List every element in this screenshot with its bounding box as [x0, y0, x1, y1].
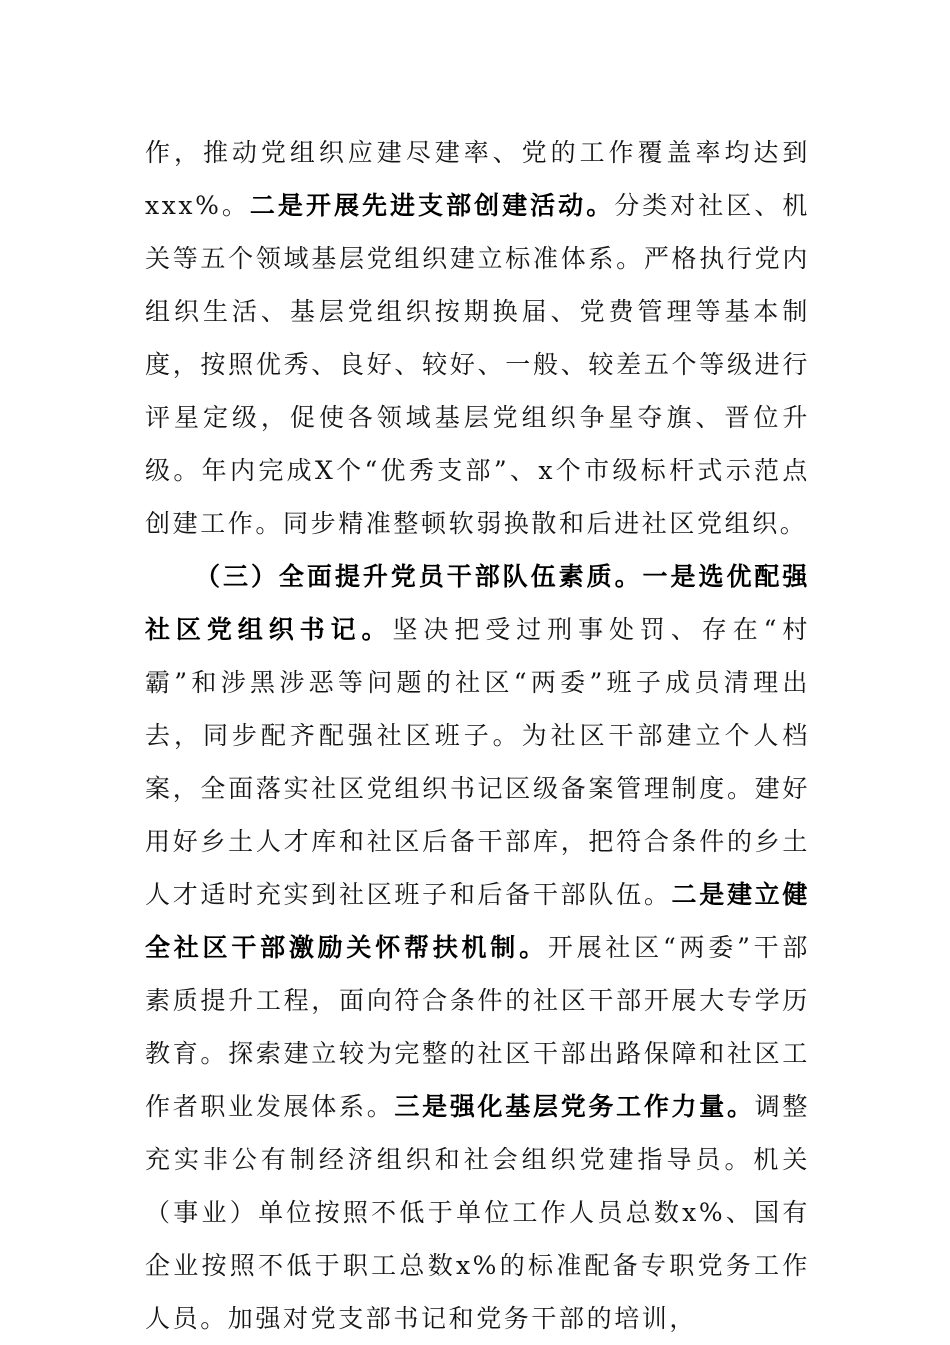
bold-heading: 二是建立健全社区干部激励关怀帮扶机制。 [145, 880, 810, 962]
paragraph-text: 分类对社区、机关等五个领域基层党组织建立标准体系。严格执行党内组织生活、基层党组织按期换届、党费管理等基本制度，按照优秀、良好、较好、一般、较差五个等级进行评星定级，促使各领域基层党组织争星夺旗、晋位升级。年内完成X个“优秀支部”、x个市级标杆式示范点创建工作。同步精准整顿软弱换散和后进社区党组织。 [145, 191, 810, 538]
bold-heading: 二是开展先进支部创建活动。 [249, 191, 615, 220]
paragraph-continued [145, 126, 810, 550]
document-body [145, 126, 810, 1345]
bold-heading: 三是强化基层党务工作力量。 [394, 1092, 755, 1121]
paragraph-text: 调整充实非公有制经济组织和社会组织党建指导员。机关（事业）单位按照不低于单位工作人员总数x%、国有企业按照不低于职工总数x%的标准配备专职党务工作人员。加强对党支部书记和党务干部的培训， [145, 1092, 810, 1333]
section-heading: （三）全面提升党员干部队伍素质。一是选优配强社区党组织书记。 [145, 562, 810, 644]
paragraph-section-3 [145, 550, 810, 1345]
paragraph-text: 作，推动党组织应建尽建率、党的工作覆盖率均达到xxx%。 [145, 138, 810, 220]
paragraph-text: 坚决把受过刑事处罚、存在“村霸”和涉黑涉恶等问题的社区“两委”班子成员清理出去，同步配齐配强社区班子。为社区干部建立个人档案，全面落实社区党组织书记区级备案管理制度。建好用好乡土人才库和社区后备干部库，把符合条件的乡土人才适时充实到社区班子和后备干部队伍。 [145, 615, 810, 909]
paragraph-text: 开展社区“两委”干部素质提升工程，面向符合条件的社区干部开展大专学历教育。探索建立较为完整的社区干部出路保障和社区工作者职业发展体系。 [145, 933, 810, 1121]
